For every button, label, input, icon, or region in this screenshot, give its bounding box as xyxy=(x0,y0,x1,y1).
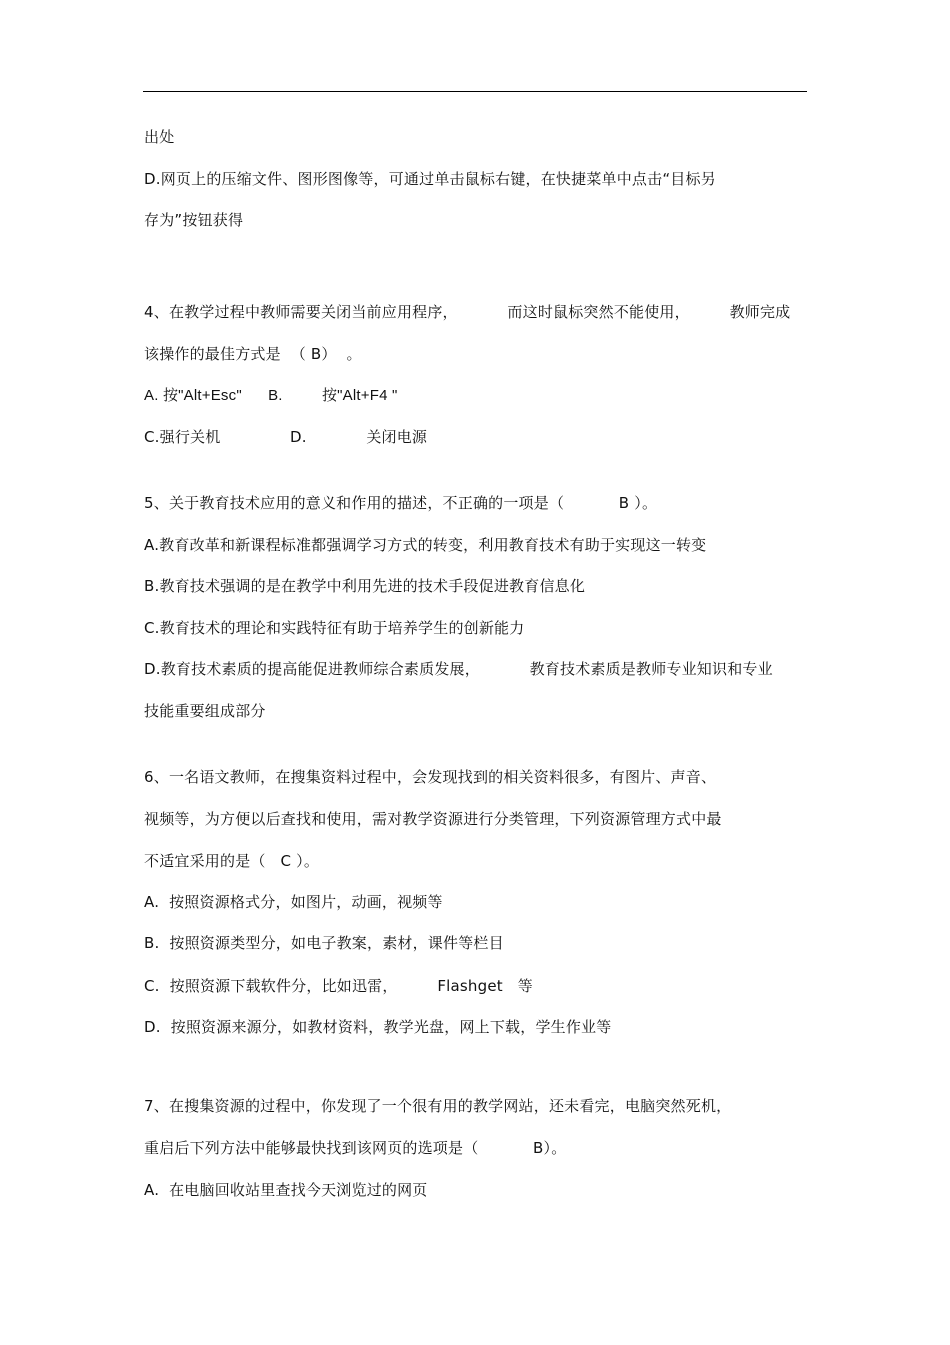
question-5-option-d-line-2: 技能重要组成部分 xyxy=(144,702,266,720)
question-6-option-d: D. 按照资源来源分，如教材资料，教学光盘，网上下载，学生作业等 xyxy=(144,1018,612,1036)
question-6-option-b: B. 按照资源类型分，如电子教案，素材，课件等栏目 xyxy=(144,934,504,952)
question-6-option-a: A. 按照资源格式分，如图片，动画，视频等 xyxy=(144,893,443,911)
text-line-3: 存为”按钮获得 xyxy=(144,211,244,229)
question-6-line-1: 6、一名语文教师，在搜集资料过程中，会发现找到的相关资料很多，有图片、声音、 xyxy=(144,768,717,786)
question-6-line-2: 视频等，为方便以后查找和使用，需对教学资源进行分类管理，下列资源管理方式中最 xyxy=(144,810,722,828)
question-5-stem: 5、关于教育技术应用的意义和作用的描述，不正确的一项是（ B ）。 xyxy=(144,494,658,512)
question-4-line-1: 4、在教学过程中教师需要关闭当前应用程序， 而这时鼠标突然不能使用， 教师完成 xyxy=(144,303,791,321)
question-4-line-2: 该操作的最佳方式是 （ B） 。 xyxy=(144,345,362,363)
question-6-line-3: 不适宜采用的是（ C ）。 xyxy=(144,852,320,870)
question-5-option-a: A.教育改革和新课程标准都强调学习方式的转变，利用教育技术有助于实现这一转变 xyxy=(144,536,707,554)
question-5-option-c: C.教育技术的理论和实践特征有助于培养学生的创新能力 xyxy=(144,619,525,637)
question-5-option-d-line-1: D.教育技术素质的提高能促进教师综合素质发展， 教育技术素质是教师专业知识和专业 xyxy=(144,660,773,678)
question-7-option-a: A. 在电脑回收站里查找今天浏览过的网页 xyxy=(144,1181,428,1199)
text-line-2: D.网页上的压缩文件、图形图像等，可通过单击鼠标右键，在快捷菜单中点击“目标另 xyxy=(144,170,716,188)
text-line-1: 出处 xyxy=(144,128,175,146)
question-7-line-2: 重启后下列方法中能够最快找到该网页的选项是（ B）。 xyxy=(144,1139,567,1157)
question-4-options-ab: A. 按"Alt+Esc" B. 按"Alt+F4 " xyxy=(144,387,398,404)
question-5-option-b: B.教育技术强调的是在教学中利用先进的技术手段促进教育信息化 xyxy=(144,577,586,595)
question-4-options-cd: C.强行关机 D. 关闭电源 xyxy=(144,428,428,446)
header-rule xyxy=(143,91,807,92)
question-6-option-c: C. 按照资源下载软件分，比如迅雷， Flashget 等 xyxy=(144,977,533,995)
question-7-line-1: 7、在搜集资源的过程中，你发现了一个很有用的教学网站，还未看完，电脑突然死机， xyxy=(144,1097,732,1115)
